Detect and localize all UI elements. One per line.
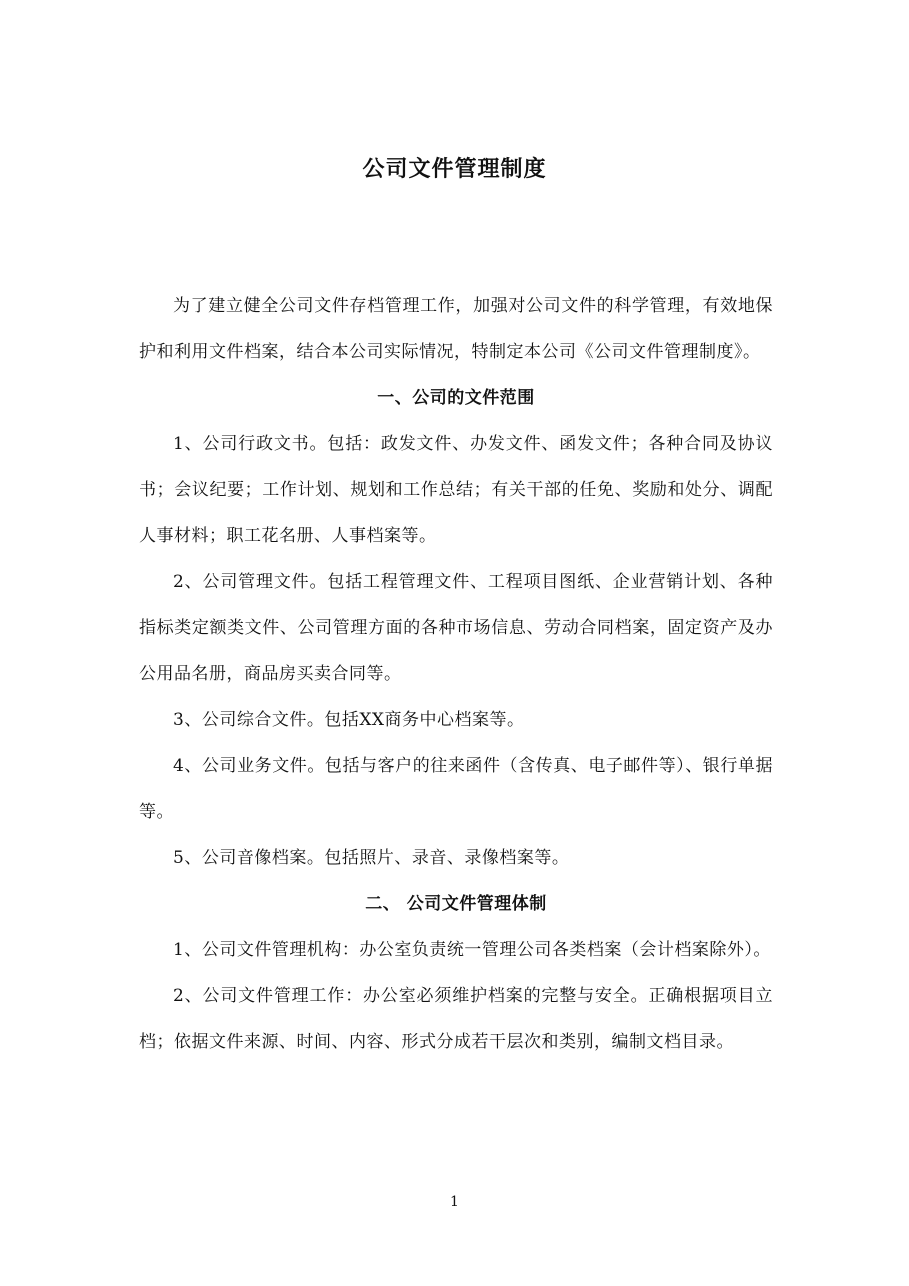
body-paragraph: 4、公司业务文件。包括与客户的往来函件（含传真、电子邮件等）、银行单据等。 <box>139 756 773 822</box>
body-paragraph: 2、公司管理文件。包括工程管理文件、工程项目图纸、企业营销计划、各种指标类定额类文件、公司管理方面的各种市场信息、劳动合同档案，固定资产及办公用品名册，商品房买卖合同等。 <box>139 572 773 684</box>
document-title: 公司文件管理制度 <box>362 157 547 182</box>
body-paragraph: 1、公司行政文书。包括：政发文件、办发文件、函发文件；各种合同及协议书；会议纪要；工作计划、规划和工作总结；有关干部的任免、奖励和处分、调配人事材料；职工花名册、人事档案等。 <box>139 434 773 546</box>
body-paragraph: 2、公司文件管理工作：办公室必须维护档案的完整与安全。正确根据项目立档；依据文件来源、时间、内容、形式分成若干层次和类别，编制文档目录。 <box>139 986 773 1052</box>
body-paragraph: 1、公司文件管理机构：办公室负责统一管理公司各类档案（会计档案除外）。 <box>173 940 771 960</box>
document-body <box>139 283 773 1065</box>
page-number: 1 <box>450 1194 459 1210</box>
body-paragraph: 5、公司音像档案。包括照片、录音、录像档案等。 <box>173 848 570 868</box>
section-heading: 二、 公司文件管理体制 <box>365 894 547 914</box>
body-paragraph: 3、公司综合文件。包括XX商务中心档案等。 <box>173 710 525 730</box>
intro-paragraph: 为了建立健全公司文件存档管理工作，加强对公司文件的科学管理，有效地保护和利用文件档案，结合本公司实际情况，特制定本公司《公司文件管理制度》。 <box>139 296 773 362</box>
section-heading: 一、公司的文件范围 <box>377 388 535 408</box>
